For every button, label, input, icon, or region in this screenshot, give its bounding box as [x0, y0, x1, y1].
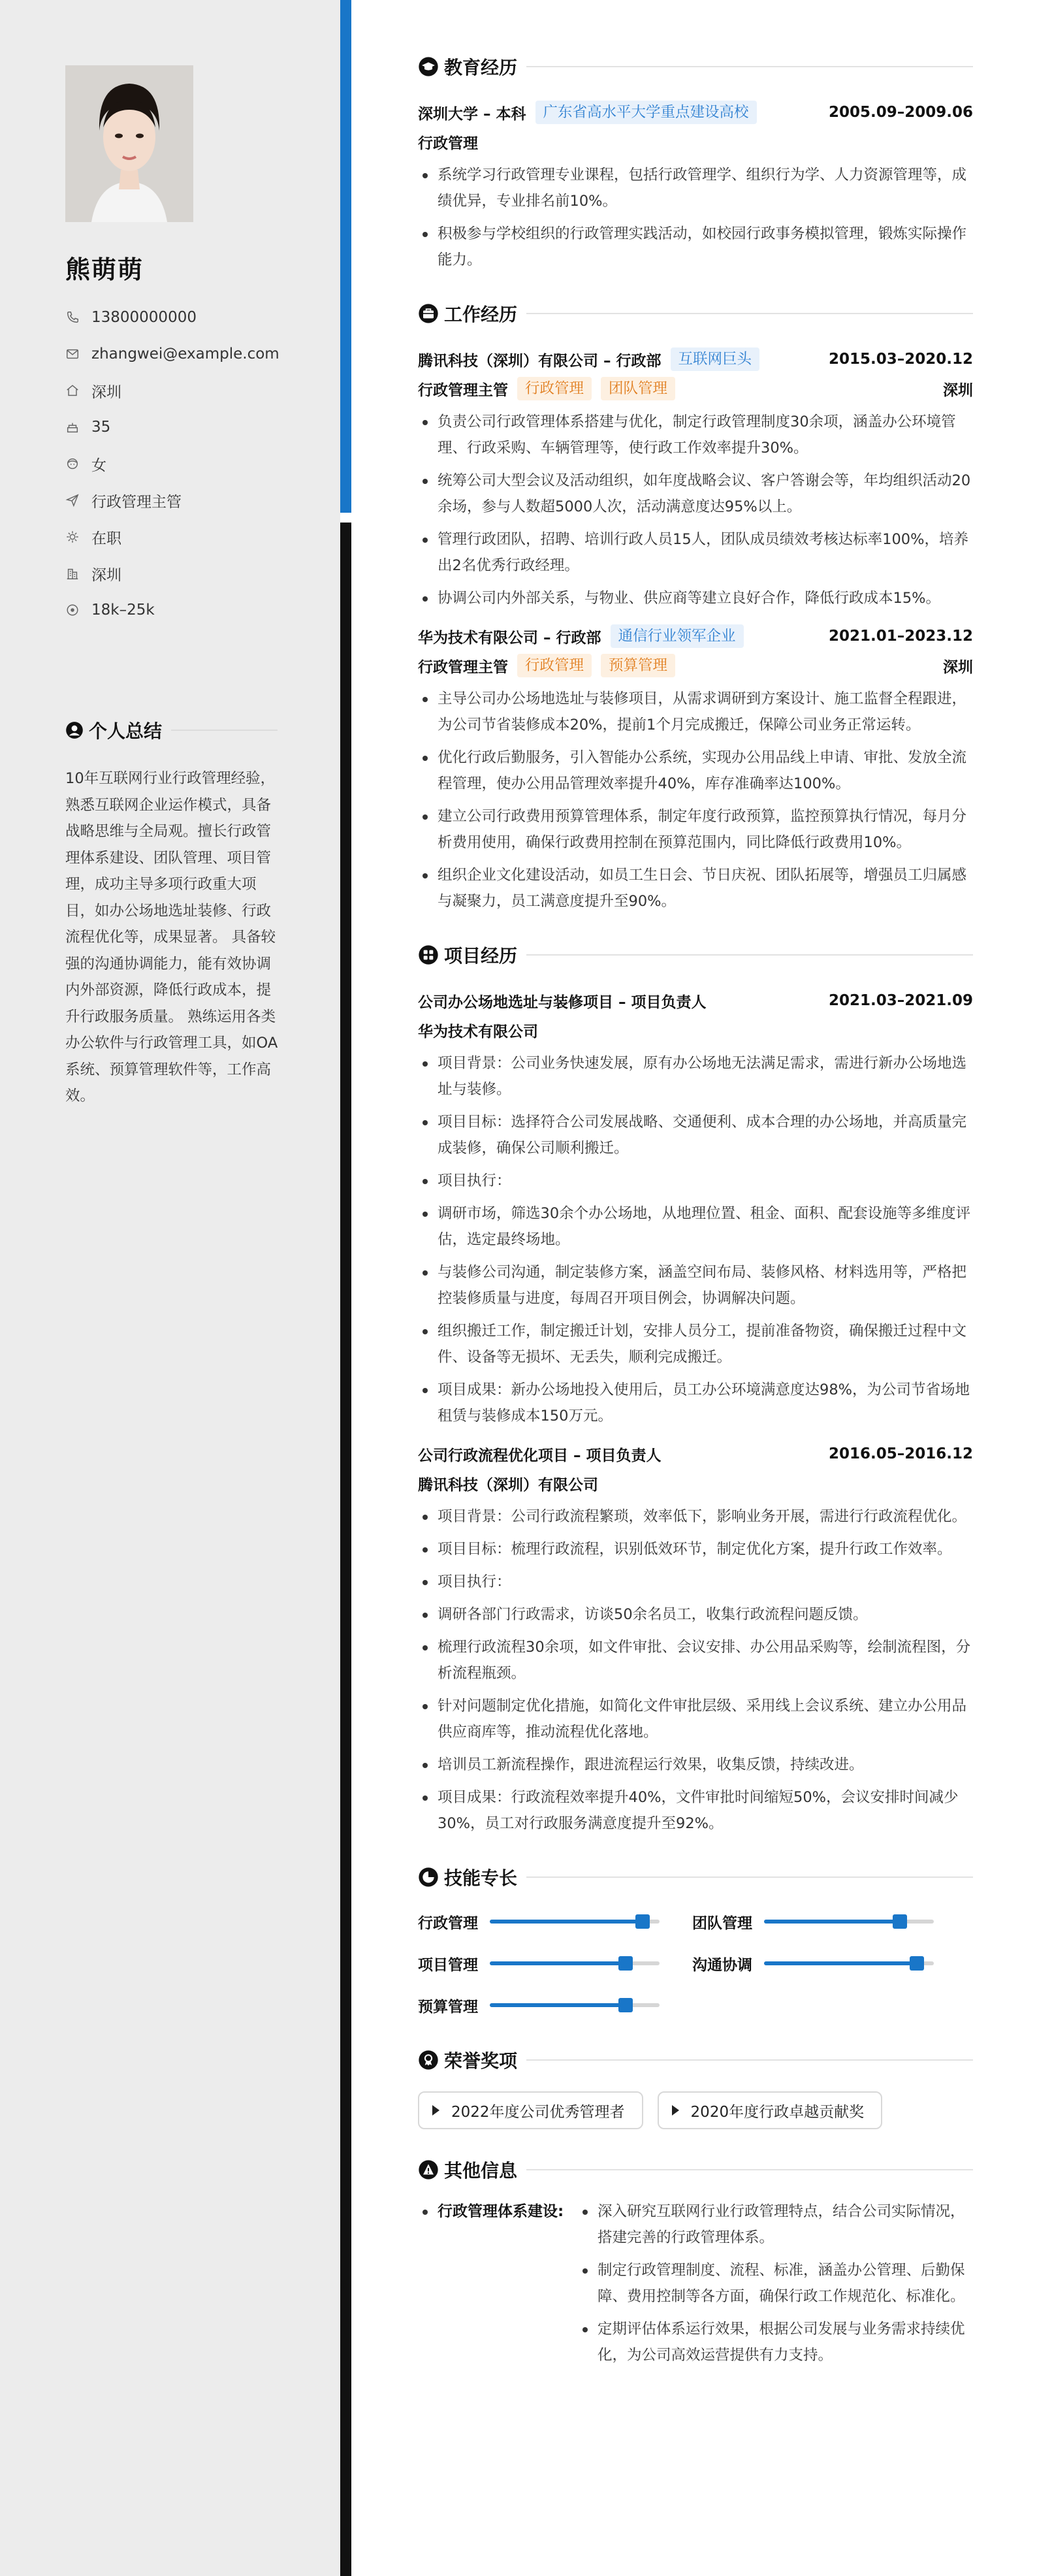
- salary-icon: [65, 603, 80, 617]
- skill-tag: 行政管理: [517, 377, 592, 400]
- salary-text: 18k–25k: [91, 602, 155, 619]
- home-text: 深圳: [91, 383, 121, 401]
- work-divider: [526, 313, 973, 314]
- info-status: [65, 519, 327, 555]
- accent-stripe-black: [340, 523, 351, 2576]
- awards-divider: [526, 2059, 973, 2061]
- skill-bar: [764, 1920, 934, 1924]
- work-role-row: [418, 649, 973, 682]
- briefcase-icon: [418, 303, 439, 324]
- skill-bar-knob: [635, 1914, 650, 1929]
- skill-name: 团队管理: [692, 1914, 752, 1932]
- bullet-item: 项目背景：公司业务快速发展，原有办公场地无法满足需求，需进行新办公场地选址与装修。: [418, 1050, 973, 1103]
- bullet-item: 制定行政管理制度、流程、标准，涵盖办公管理、后勤保障、费用控制等各方面，确保行政工作规范化、标准化。: [578, 2257, 973, 2310]
- skill-bar-fill: [490, 1961, 626, 1965]
- skills-section: [418, 1856, 973, 2020]
- company-name: 华为技术有限公司 – 行政部: [418, 629, 601, 647]
- summary-text: 10年互联网行业行政管理经验，熟悉互联网企业运作模式，具备战略思维与全局观。擅长行政管理体系建设、团队管理、项目管理，成功主导多项行政重大项目，如办公场地选址装修、行政流程优化等，成果显著。 具备较强的沟通协调能力，能有效协调内外部资源，降低行政成本，提升行政服务质量。 熟练运用各类办公软件与行政管理工具，如OA系统、预算管理软件等，工作高效。: [65, 770, 278, 1104]
- award-text: 2020年度行政卓越贡献奖: [690, 2103, 865, 2121]
- skill-name: 沟通协调: [692, 1956, 752, 1974]
- work-title: 工作经历: [444, 304, 518, 325]
- age-text: 35: [91, 419, 111, 436]
- bullet-item: 项目成果：行政流程效率提升40%，文件审批时间缩短50%，会议安排时间减少30%，员工对行政服务满意度提升至92%。: [418, 1784, 973, 1837]
- summary-heading: [65, 717, 278, 743]
- education-date: 2005.09–2009.06: [828, 104, 973, 121]
- bullet-item: 主导公司办公场地选址与装修项目，从需求调研到方案设计、施工监督全程跟进，为公司节省装修成本20%，提前1个月完成搬迁，保障公司业务正常运转。: [418, 686, 973, 738]
- school-name: 深圳大学 – 本科: [418, 105, 526, 123]
- pie-chart-icon: [418, 1867, 439, 1888]
- other-label: 行政管理体系建设:: [418, 2198, 578, 2375]
- skill-name: 预算管理: [418, 1998, 478, 2016]
- email-text: zhangwei@example.com: [91, 346, 279, 362]
- skill-item: [418, 1949, 692, 1978]
- bullet-item: 梳理行政流程30余项，如文件审批、会议安排、办公用品采购等，绘制流程图，分析流程瓶颈。: [418, 1634, 973, 1686]
- info-salary: [65, 592, 327, 628]
- position-text: 行政管理主管: [91, 493, 182, 511]
- work-bullets: [418, 686, 973, 914]
- skill-bar-fill: [490, 2003, 626, 2007]
- project-name: 公司办公场地选址与装修项目 – 项目负责人: [418, 993, 707, 1011]
- project-bullets: [418, 1504, 973, 1837]
- info-icon: [418, 2159, 439, 2180]
- project-date: 2021.03–2021.09: [828, 992, 973, 1009]
- skill-bar: [764, 1961, 934, 1965]
- bullet-item: 项目执行：: [418, 1168, 973, 1194]
- skill-name: 行政管理: [418, 1914, 478, 1932]
- age-icon: [65, 420, 80, 434]
- city-icon: [65, 566, 80, 581]
- skill-bar-knob: [618, 1956, 633, 1971]
- company-tag: 互联网巨头: [671, 347, 760, 371]
- work-role-row: [418, 372, 973, 405]
- skill-item: [418, 1991, 692, 2020]
- skill-bar-knob: [893, 1914, 907, 1929]
- project-entry: [418, 1441, 973, 1837]
- phone-text: 13800000000: [91, 309, 197, 326]
- work-date: 2021.01–2023.12: [828, 628, 973, 645]
- info-home: [65, 372, 327, 409]
- project-date: 2016.05–2016.12: [828, 1445, 973, 1462]
- work-entry: [418, 623, 973, 914]
- bullet-item: 项目成果：新办公场地投入使用后，员工办公环境满意度达98%，为公司节省场地租赁与装修成本150万元。: [418, 1377, 973, 1429]
- skills-grid: [418, 1907, 973, 2020]
- skill-name: 项目管理: [418, 1956, 478, 1974]
- project-company: 华为技术有限公司: [418, 1023, 538, 1040]
- award-item: [418, 2091, 643, 2129]
- school-tag: 广东省高水平大学重点建设高校: [535, 101, 757, 124]
- education-title: 教育经历: [444, 57, 518, 78]
- gender-text: 女: [91, 457, 106, 474]
- work-bullets: [418, 409, 973, 611]
- project-name: 公司行政流程优化项目 – 项目负责人: [418, 1447, 662, 1464]
- awards-list: [418, 2091, 973, 2129]
- user-circle-icon: [65, 721, 84, 739]
- bullet-item: 协调公司内外部关系，与物业、供应商等建立良好合作，降低行政成本15%。: [418, 585, 973, 611]
- award-icon: [418, 2050, 439, 2070]
- bullet-item: 深入研究互联网行业行政管理特点，结合公司实际情况，搭建完善的行政管理体系。: [578, 2198, 973, 2251]
- bullet-item: 负责公司行政管理体系搭建与优化，制定行政管理制度30余项，涵盖办公环境管理、行政采购、车辆管理等，使行政工作效率提升30%。: [418, 409, 973, 461]
- bullet-item: 定期评估体系运行效果，根据公司发展与业务需求持续优化，为公司高效运营提供有力支持。: [578, 2316, 973, 2368]
- avatar: [65, 65, 193, 222]
- info-gender: [65, 445, 327, 482]
- education-divider: [526, 66, 973, 67]
- skill-bar-knob: [910, 1956, 924, 1971]
- grid-icon: [418, 944, 439, 965]
- info-email: [65, 336, 327, 372]
- bullet-item: 调研市场，筛选30余个办公场地，从地理位置、租金、面积、配套设施等多维度评估，选定最终场地。: [418, 1200, 973, 1253]
- home-icon: [65, 383, 80, 398]
- bullet-item: 与装修公司沟通，制定装修方案，涵盖空间布局、装修风格、材料选用等，严格把控装修质量与进度，每周召开项目例会，协调解决问题。: [418, 1259, 973, 1312]
- skill-tag: 行政管理: [517, 654, 592, 677]
- education-section: [418, 46, 973, 273]
- work-entry-head: [418, 623, 973, 649]
- bullet-item: 管理行政团队，招聘、培训行政人员15人，团队成员绩效考核达标率100%，培养出2名优秀行政经理。: [418, 526, 973, 579]
- phone-icon: [65, 310, 80, 325]
- main-content: [418, 46, 973, 2394]
- skills-title: 技能专长: [444, 1867, 518, 1889]
- other-section: [418, 2149, 973, 2375]
- award-item: [658, 2091, 883, 2129]
- projects-section: [418, 934, 973, 1837]
- skill-item: [418, 1907, 692, 1936]
- education-entry-head: [418, 99, 973, 125]
- info-city: [65, 555, 327, 592]
- company-name: 腾讯科技（深圳）有限公司 – 行政部: [418, 352, 662, 370]
- mail-icon: [65, 347, 80, 361]
- projects-title: 项目经历: [444, 945, 518, 967]
- skill-bar: [490, 2003, 660, 2007]
- summary-title: 个人总结: [89, 720, 163, 742]
- projects-divider: [526, 954, 973, 956]
- education-bullets: [418, 162, 973, 273]
- skill-bar-fill: [764, 1961, 917, 1965]
- projects-heading: [418, 934, 973, 976]
- education-major: 行政管理: [418, 135, 478, 152]
- bullet-item: 调研各部门行政需求，访谈50余名员工，收集行政流程问题反馈。: [418, 1602, 973, 1628]
- other-title: 其他信息: [444, 2160, 518, 2182]
- status-text: 在职: [91, 530, 121, 547]
- awards-title: 荣誉奖项: [444, 2050, 518, 2072]
- work-city: 深圳: [943, 381, 973, 399]
- work-section: [418, 293, 973, 914]
- skills-heading: [418, 1856, 973, 1898]
- gender-icon: [65, 457, 80, 471]
- work-entry: [418, 346, 973, 611]
- role-title: 行政管理主管: [418, 381, 508, 399]
- bullet-item: 项目目标：选择符合公司发展战略、交通便利、成本合理的办公场地，并高质量完成装修，确保公司顺利搬迁。: [418, 1109, 973, 1161]
- accent-stripe-blue: [340, 0, 351, 513]
- info-phone: [65, 299, 327, 336]
- contact-info-list: [65, 299, 327, 628]
- bullet-item: 优化行政后勤服务，引入智能办公系统，实现办公用品线上申请、审批、发放全流程管理，使办公用品管理效率提升40%，库存准确率达100%。: [418, 745, 973, 797]
- skill-item: [692, 1907, 966, 1936]
- skill-bar-knob: [618, 1998, 633, 2012]
- other-heading: [418, 2149, 973, 2191]
- awards-section: [418, 2039, 973, 2129]
- education-heading: [418, 46, 973, 88]
- company-tag: 通信行业领军企业: [611, 624, 744, 648]
- work-entry-head: [418, 346, 973, 372]
- play-icon: [432, 2105, 439, 2116]
- skill-bar-fill: [490, 1920, 643, 1924]
- project-bullets: [418, 1050, 973, 1429]
- project-entry-head: [418, 988, 973, 1014]
- project-entry: [418, 988, 973, 1429]
- send-icon: [65, 493, 80, 507]
- bullet-item: 组织企业文化建设活动，如员工生日会、节日庆祝、团队拓展等，增强员工归属感与凝聚力，员工满意度提升至90%。: [418, 862, 973, 914]
- city-text: 深圳: [91, 566, 121, 584]
- skill-item: [692, 1949, 966, 1978]
- summary-divider: [171, 730, 278, 731]
- bullet-item: 组织搬迁工作，制定搬迁计划，安排人员分工，提前准备物资，确保搬迁过程中文件、设备等无损坏、无丢失，顺利完成搬迁。: [418, 1318, 973, 1370]
- other-bullets: [578, 2198, 973, 2375]
- work-date: 2015.03–2020.12: [828, 351, 973, 368]
- bullet-item: 培训员工新流程操作，跟进流程运行效果，收集反馈，持续改进。: [418, 1752, 973, 1778]
- award-text: 2022年度公司优秀管理者: [451, 2103, 625, 2121]
- person-name: 熊萌萌: [65, 255, 144, 284]
- skill-tag: 预算管理: [601, 654, 675, 677]
- bullet-item: 项目目标：梳理行政流程，识别低效环节，制定优化方案，提升行政工作效率。: [418, 1536, 973, 1562]
- graduation-cap-icon: [418, 56, 439, 77]
- skill-bar-fill: [764, 1920, 900, 1924]
- bullet-item: 针对问题制定优化措施，如简化文件审批层级、采用线上会议系统、建立办公用品供应商库等，推动流程优化落地。: [418, 1693, 973, 1745]
- work-heading: [418, 293, 973, 334]
- status-icon: [65, 530, 80, 544]
- other-divider: [526, 2169, 973, 2170]
- project-company: 腾讯科技（深圳）有限公司: [418, 1476, 598, 1494]
- role-title: 行政管理主管: [418, 658, 508, 676]
- skill-bar: [490, 1961, 660, 1965]
- bullet-item: 项目执行：: [418, 1569, 973, 1595]
- skills-divider: [526, 1876, 973, 1878]
- project-entry-head: [418, 1441, 973, 1467]
- info-age: [65, 409, 327, 445]
- bullet-item: 积极参与学校组织的行政管理实践活动，如校园行政事务模拟管理，锻炼实际操作能力。: [418, 221, 973, 273]
- work-city: 深圳: [943, 658, 973, 676]
- education-entry: [418, 99, 973, 273]
- skill-bar: [490, 1920, 660, 1924]
- info-position: [65, 482, 327, 519]
- bullet-item: 项目背景：公司行政流程繁琐，效率低下，影响业务开展，需进行行政流程优化。: [418, 1504, 973, 1530]
- bullet-item: 系统学习行政管理专业课程，包括行政管理学、组织行为学、人力资源管理等，成绩优异，专业排名前10%。: [418, 162, 973, 214]
- other-entry: [418, 2198, 973, 2375]
- skill-tag: 团队管理: [601, 377, 675, 400]
- play-icon: [672, 2105, 679, 2116]
- awards-heading: [418, 2039, 973, 2081]
- bullet-item: 建立公司行政费用预算管理体系，制定年度行政预算，监控预算执行情况，每月分析费用使用，确保行政费用控制在预算范围内，同比降低行政费用10%。: [418, 803, 973, 856]
- bullet-item: 统筹公司大型会议及活动组织，如年度战略会议、客户答谢会等，年均组织活动20余场，参与人数超5000人次，活动满意度达95%以上。: [418, 468, 973, 520]
